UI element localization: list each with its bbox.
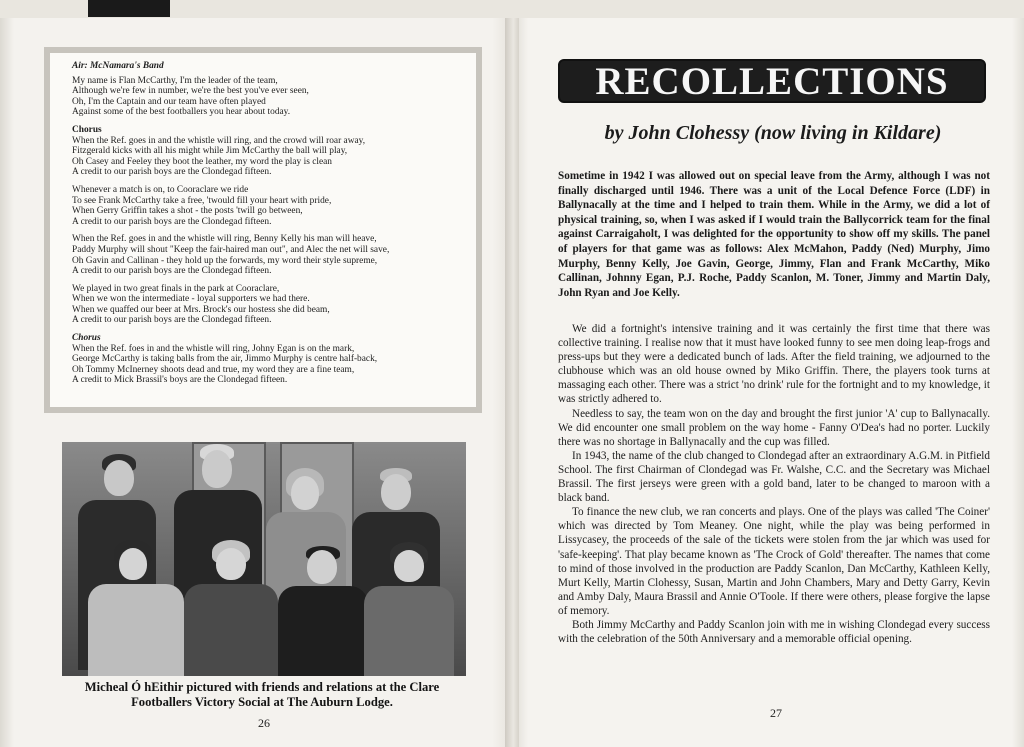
tab-marker <box>88 0 170 17</box>
article-body <box>558 322 990 646</box>
song-line: Paddy Murphy will shout "Keep the fair-haired man out", and Alec the net will save, <box>72 244 390 255</box>
book-spine <box>505 18 519 747</box>
photo-person <box>362 542 454 676</box>
photo-person <box>182 540 278 676</box>
song-line: Whenever a match is on, to Cooraclare we ride <box>72 184 249 195</box>
article-byline: by John Clohessy (now living in Kildare) <box>604 122 942 144</box>
photo-person <box>276 546 368 676</box>
group-photo <box>62 442 466 676</box>
article-paragraph: In 1943, the name of the club changed to Clondegad after an extraordinary A.G.M. in Pitfield School. The first Chairman of Clondegad was Fr. Walshe, C.C. and the Secretary was Michael Brassil. The first jerseys were green with a gold band, later to be changed to maroon with a black band. <box>558 449 990 505</box>
song-line: When Gerry Griffin takes a shot - the posts 'twill go between, <box>72 206 303 217</box>
article-paragraph: Both Jimmy McCarthy and Paddy Scanlon join with me in wishing Clondegad every success with the celebration of the 50th Anniversary and a memorable official opening. <box>558 618 990 646</box>
caption-line: Footballers Victory Social at The Auburn Lodge. <box>131 695 393 709</box>
chorus-label: Chorus <box>72 333 101 344</box>
song-verse-3 <box>72 234 464 276</box>
song-line: To see Frank McCarthy take a free, 'twould fill your heart with pride, <box>72 195 332 206</box>
caption-line: Micheal Ó hEithir pictured with friends and relations at the Clare <box>84 680 440 694</box>
song-line: My name is Flan McCarthy, I'm the leader of the team, <box>72 75 278 86</box>
song-line: George McCarthy is taking balls from the air, Jimmo Murphy is centre half-back, <box>72 354 378 365</box>
song-chorus <box>72 136 464 178</box>
article-title: RECOLLECTIONS <box>595 60 949 103</box>
article-paragraph: Needless to say, the team won on the day and brought the first junior 'A' cup to Ballynacally. We did encounter one small problem on the way home - Fanny O'Dea's had no porter. Luckily there was no shortage in Ballynacally and the cup was filled. <box>558 407 990 448</box>
song-line: We played in two great finals in the park at Cooraclare, <box>72 283 280 294</box>
song-line: A credit to our parish boys are the Clondegad fifteen. <box>72 167 272 178</box>
song-line: A credit to our parish boys are the Clondegad fifteen. <box>72 315 272 326</box>
song-line: A credit to our parish boys are the Clondegad fifteen. <box>72 216 272 227</box>
song-line: Oh, I'm the Captain and our team have often played <box>72 96 266 107</box>
article-paragraph: We did a fortnight's intensive training and it was certainly the first time that there was collective training. I realise now that it must have looked funny to see men doing leap-frogs and press-ups but they were a dedicated bunch of lads. After the field training, we adjourned to the clubhouse which was an old house owned by Miko Griffin. There, the players took turns at massaging each other. There was a strict 'no drink' rule for the fortnight and to my knowledge, it was strictly adhered to. <box>558 323 990 406</box>
song-line: A credit to Mick Brassil's boys are the Clondegad fifteen. <box>72 375 288 386</box>
song-line: When the Ref. foes in and the whistle will ring, Johny Egan is on the mark, <box>72 343 355 354</box>
song-verse-4 <box>72 284 464 326</box>
song-verse-2 <box>72 185 464 227</box>
song-chorus-2 <box>72 344 464 386</box>
song-box <box>44 47 482 413</box>
song-air: Air: McNamara's Band <box>72 61 164 71</box>
chorus-label: Chorus <box>72 124 102 135</box>
article-intro: Sometime in 1942 I was allowed out on special leave from the Army, although I was not finally discharged until 1946. There was a unit of the Local Defence Force (LDF) in Ballynacally at the time and I helped to train them. While in the Army, we did a lot of physical training, so, when I was asked if I would train the Ballycorrick team for the final against Carraigaholt, I was delighted for the opportunity to show off my skills. The panel of players for that game was as follows: Alex McMahon, Paddy (Ned) Murphy, Jimo Murphy, Benny Kelly, Joe Gavin, George, Jimmy, Flan and Frank McCarthy, Miko Callinan, Johnny Egan, P.J. Roche, Paddy Scanlon, M. Toner, Jimmy and Martin Daly, John Ryan and Joe Kelly. <box>558 170 990 299</box>
article-title-banner <box>558 59 986 103</box>
song-line: When the Ref. goes in and the whistle will ring, and the crowd will roar away, <box>72 135 366 146</box>
song-line: Oh Tommy McInerney shoots dead and true, my word they are a fine team, <box>72 364 355 375</box>
song-line: When we won the intermediate - loyal supporters we had there. <box>72 294 310 305</box>
photo-caption <box>52 680 472 710</box>
song-line: A credit to our parish boys are the Clondegad fifteen. <box>72 266 272 277</box>
song-line: Oh Gavin and Callinan - they hold up the forwards, my word their style supreme, <box>72 255 378 266</box>
song-line: Fitzgerald kicks with all his might while Jim McCarthy the ball will play, <box>72 146 348 157</box>
song-verse-1 <box>72 76 464 118</box>
photo-person <box>84 540 184 676</box>
article-paragraph: To finance the new club, we ran concerts and plays. One of the plays was called 'The Coiner' which was directed by Tom Meaney. One night, while the play was being performed in Lissycasey, the proceeds of the sale of the tickets were stolen from the jar which was used for 'safe-keeping'. That play became known as 'The Crock of Gold' thereafter. The names that come to mind of those involved in the production are Paddy Scanlon, Dan McCarthy, Kathleen Kelly, Murt Kelly, Martin Clohessy, Susan, Martin and John Chambers, Mary and Detty Garry, Kevin and Amby Daly, Maura Brassil and Annie O'Toole. If there were others, please forgive the lapse of memory. <box>558 506 990 617</box>
page-number-left: 26 <box>258 716 270 730</box>
page-number-right: 27 <box>770 706 782 720</box>
song-line: When the Ref. goes in and the whistle will ring, Benny Kelly his man will heave, <box>72 234 377 245</box>
song-line: Although we're few in number, we're the best you've ever seen, <box>72 86 309 97</box>
song-line: Against some of the best footballers you hear about today. <box>72 107 291 118</box>
song-line: When we quaffed our beer at Mrs. Brock's our hostess she did beam, <box>72 304 330 315</box>
song-line: Oh Casey and Feeley they boot the leather, my word the play is clean <box>72 156 332 167</box>
